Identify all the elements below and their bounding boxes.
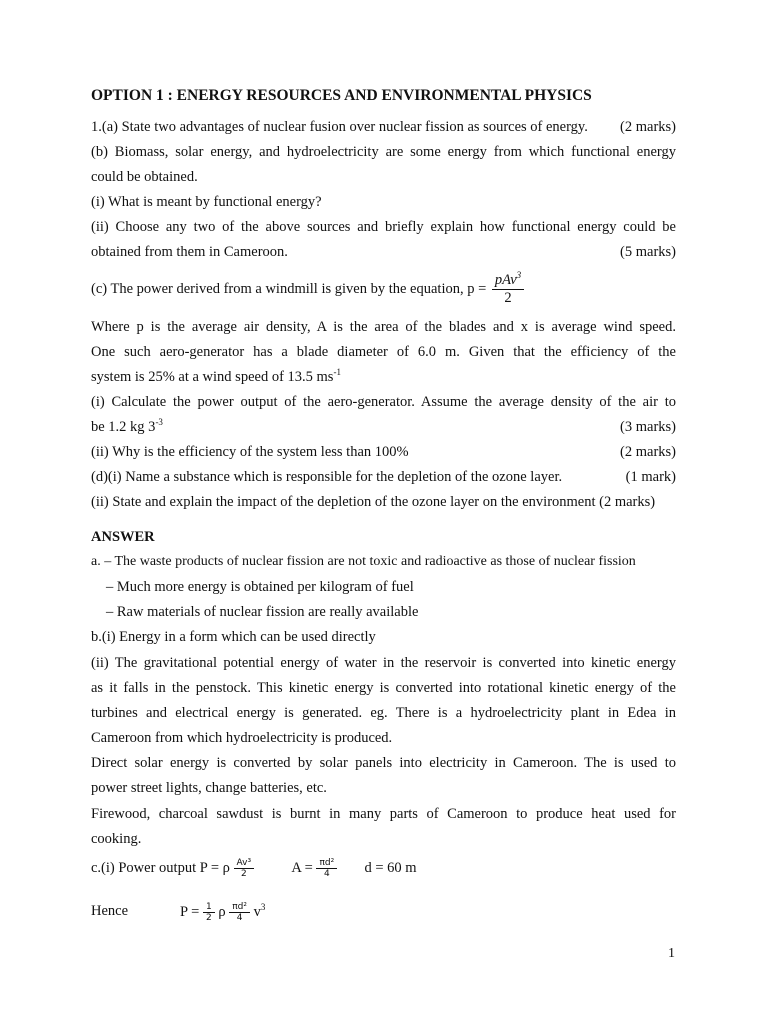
page-number: 1 <box>668 946 675 961</box>
hence-area-fraction <box>229 902 250 923</box>
question-1c-i-line2 <box>91 418 163 436</box>
firewood-line2: cooking. <box>91 831 142 847</box>
power-output-fraction <box>234 858 255 879</box>
question-1d-i-marks: (1 mark) <box>625 469 676 485</box>
diameter-value: d = 60 m <box>364 859 417 876</box>
question-1b-line2: could be obtained. <box>91 169 198 185</box>
numerator-text: pAv <box>494 272 517 288</box>
question-1c-i-marks: (3 marks) <box>620 419 676 435</box>
answer-a-item3: – Raw materials of nuclear fission are really available <box>106 604 419 620</box>
hence-rho: ρ <box>218 903 226 920</box>
fraction-denominator: 2 <box>504 290 512 306</box>
answer-b-ii-line1: (ii) The gravitational potential energy of water in the reservoir is converted into kinetic energy <box>91 655 676 671</box>
answer-b-ii-line4: Cameroon from which hydroelectricity is produced. <box>91 730 393 746</box>
answer-c-i-prefix: c.(i) Power output P = ρ <box>91 859 230 876</box>
hence-v: v <box>253 903 261 920</box>
answer-b-ii-line2: as it falls in the penstock. This kinetic energy is converted into rotational kinetic energy of the <box>91 680 676 696</box>
hence-area-numerator: πd² <box>229 902 250 913</box>
solar-line1: Direct solar energy is converted by solar panels into electricity in Cameroon. The is used to <box>91 755 676 771</box>
fraction-numerator <box>492 272 524 290</box>
half-numerator: 1 <box>203 902 215 913</box>
where-line3-text: system is 25% at a wind speed of 13.5 ms <box>91 369 334 385</box>
where-line1: Where p is the average air density, A is the area of the blades and x is average wind speed. <box>91 319 676 335</box>
power-output-denominator: 2 <box>240 869 247 879</box>
where-line2: One such aero-generator has a blade diameter of 6.0 m. Given that the efficiency of the <box>91 344 676 360</box>
hence-equation <box>180 902 265 923</box>
question-1b-ii-line2: obtained from them in Cameroon. <box>91 244 288 260</box>
question-1c-i-line2-text: be 1.2 kg 3 <box>91 419 156 435</box>
where-line3 <box>91 368 341 386</box>
hence-v-exponent: 3 <box>260 901 266 912</box>
half-fraction <box>203 902 215 923</box>
windmill-power-fraction <box>492 272 524 307</box>
question-1d-i: (d)(i) Name a substance which is responsible for the depletion of the ozone layer. <box>91 469 563 485</box>
question-1b-marks: (5 marks) <box>620 244 676 260</box>
question-1c-i-exponent: -3 <box>155 417 163 427</box>
answer-b-i: b.(i) Energy in a form which can be used directly <box>91 629 376 645</box>
answer-b-ii-line3: turbines and electrical energy is generated. eg. There is a hydroelectricity plant in Edea in <box>91 705 676 721</box>
question-1b-i: (i) What is meant by functional energy? <box>91 194 322 210</box>
question-1a: 1.(a) State two advantages of nuclear fusion over nuclear fission as sources of energy. <box>91 119 588 135</box>
numerator-exponent: 3 <box>516 270 522 280</box>
area-fraction <box>316 858 337 879</box>
question-1c <box>91 272 524 307</box>
hence-P: P = <box>180 903 200 920</box>
answer-c-i <box>91 858 417 879</box>
question-1d-ii: (ii) State and explain the impact of the depletion of the ozone layer on the environment (2 marks) <box>91 494 656 510</box>
question-1b-line1: (b) Biomass, solar energy, and hydroelectricity are some energy from which functional energy <box>91 144 676 160</box>
question-1c-i-line1: (i) Calculate the power output of the aero-generator. Assume the average density of the air to <box>91 394 676 410</box>
question-1c-ii-marks: (2 marks) <box>620 444 676 460</box>
question-1c-text: (c) The power derived from a windmill is given by the equation, p = <box>91 280 487 297</box>
question-1b-ii-line1: (ii) Choose any two of the above sources and briefly explain how functional energy could be <box>91 219 676 235</box>
power-output-numerator: Av³ <box>234 858 255 869</box>
answer-a-item1: a. – The waste products of nuclear fission are not toxic and radioactive as those of nuclear fission <box>91 554 636 569</box>
half-denominator: 2 <box>205 913 212 923</box>
area-numerator: πd² <box>316 858 337 869</box>
area-denominator: 4 <box>323 869 330 879</box>
question-1c-ii: (ii) Why is the efficiency of the system less than 100% <box>91 444 409 460</box>
hence-label: Hence <box>91 903 129 919</box>
question-1a-marks: (2 marks) <box>620 119 676 135</box>
hence-area-denominator: 4 <box>236 913 243 923</box>
where-line3-exponent: -1 <box>333 367 341 377</box>
solar-line2: power street lights, change batteries, etc. <box>91 780 327 796</box>
answer-a-item2: – Much more energy is obtained per kilogram of fuel <box>106 579 414 595</box>
answer-heading: ANSWER <box>91 529 155 545</box>
page-title: OPTION 1 : ENERGY RESOURCES AND ENVIRONMENTAL PHYSICS <box>91 87 592 104</box>
firewood-line1: Firewood, charcoal sawdust is burnt in many parts of Cameroon to produce heat used for <box>91 806 676 822</box>
area-label: A = <box>291 859 313 876</box>
